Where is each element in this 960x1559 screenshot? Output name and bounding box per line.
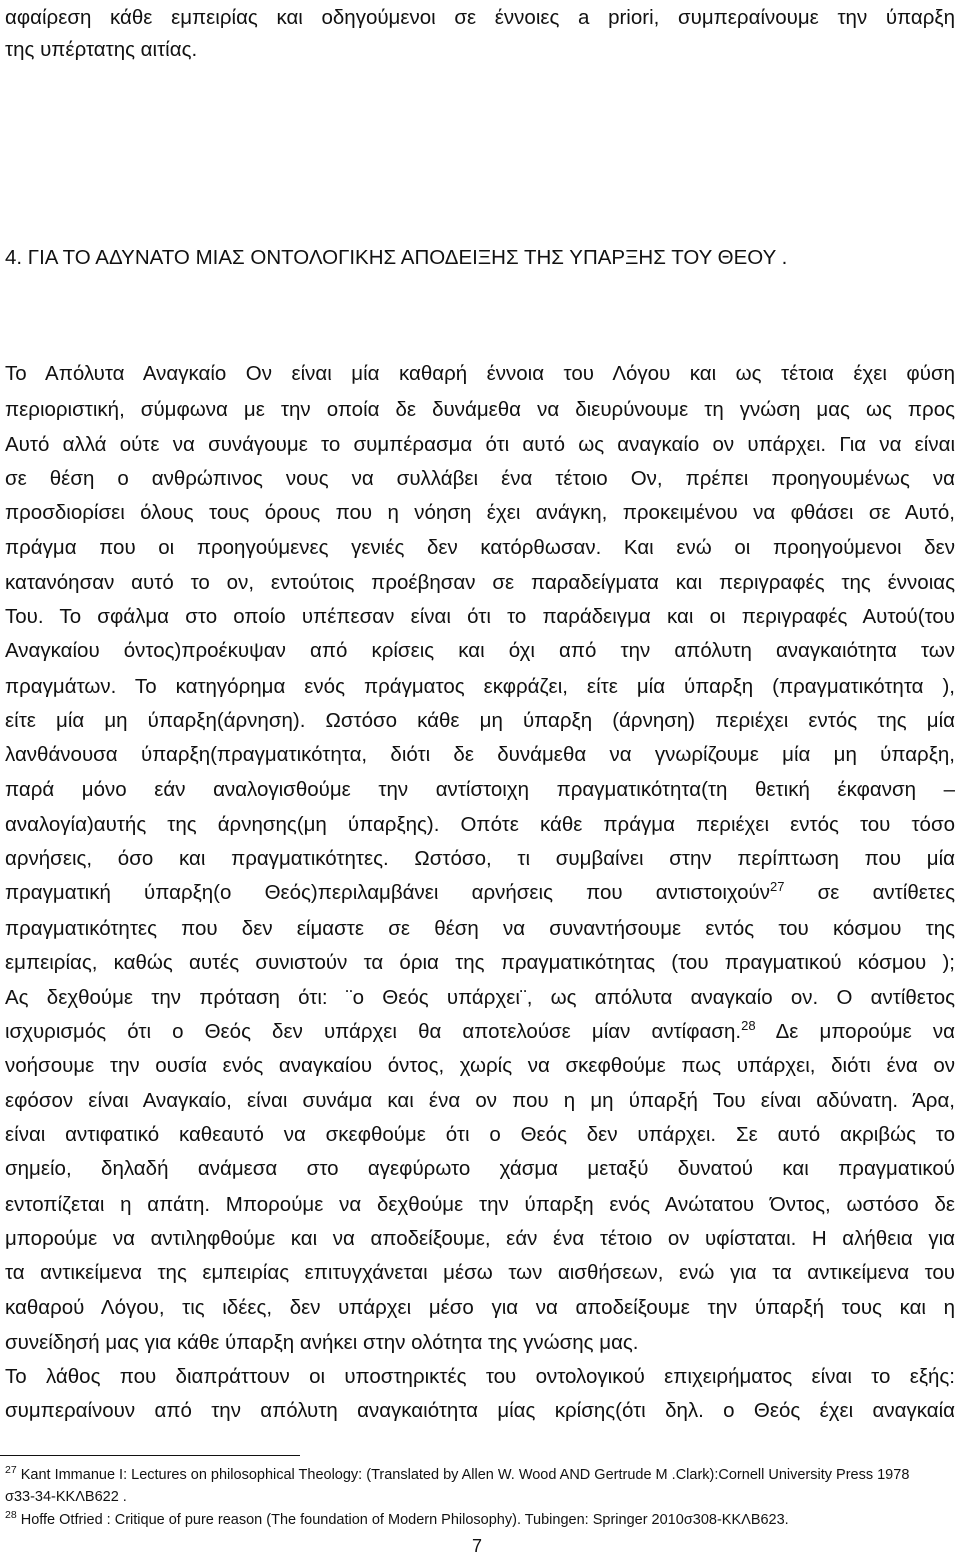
body-line: Το Απόλυτα Αναγκαίο Ον είναι μία καθαρή έννοια του Λόγου και ως τέτοια έχει φύση: [5, 362, 955, 385]
body-line: εφόσον είναι Αναγκαίο, είναι συνάμα και ένα ον που η μη ύπαρξή Του είναι αδύνατη. Άρα,: [5, 1089, 955, 1112]
body-text: ισχυρισμός ότι ο Θεός δεν υπάρχει θα αποτελούσε μίαν αντίφαση.: [5, 1020, 742, 1043]
body-text: πραγματική ύπαρξη(ο Θεός)περιλαμβάνει αρνήσεις που αντιστοιχούν: [5, 881, 771, 904]
body-line: αναλογία)αυτής της άρνησης(μη ύπαρξης). Οπότε κάθε πράγμα περιέχει εντός του τόσο: [5, 813, 955, 836]
body-line: νοήσουμε την ουσία ενός αναγκαίου όντος, χωρίς να σκεφθούμε πως υπάρχει, διότι ένα ον: [5, 1054, 955, 1077]
footnote-27-continued: σ33-34-ΚΚΛΒ622 .: [5, 1489, 127, 1505]
footnote-28: [5, 1511, 789, 1529]
body-line: Αυτό αλλά ούτε να συνάγουμε το συμπέρασμα ότι αυτό ως αναγκαίο ον υπάρχει. Για να είναι: [5, 433, 955, 456]
body-line: πραγματικότητες που δεν είμαστε σε θέση να συναντήσουμε εντός του κόσμου της: [5, 917, 955, 940]
body-line: είτε μία μη ύπαρξη(άρνηση). Ωστόσο κάθε μη ύπαρξη (άρνηση) περιέχει εντός της μία: [5, 709, 955, 732]
body-line: συνείδησή μας για κάθε ύπαρξη ανήκει στην ολότητα της γνώσης μας.: [5, 1331, 639, 1354]
body-line: σημείο, δηλαδή ανάμεσα στο αγεφύρωτο χάσμα μεταξύ δυνατού και πραγματικού: [5, 1157, 955, 1180]
body-line: πραγμάτων. Το κατηγόρημα ενός πράγματος εκφράζει, είτε μία ύπαρξη (πραγματικότητα ),: [5, 675, 955, 698]
body-line: Ας δεχθούμε την πρόταση ότι: ¨ο Θεός υπάρχει¨, ως απόλυτα αναγκαίο ον. Ο αντίθετος: [5, 986, 955, 1009]
body-line: είναι αντιφατικό καθεαυτό να σκεφθούμε ότι ο Θεός δεν υπάρχει. Σε αυτό ακριβώς το: [5, 1123, 955, 1146]
body-line: Του. Το σφάλμα στο οποίο υπέπεσαν είναι ότι το παράδειγμα και οι περιγραφές Αυτού(του: [5, 605, 955, 628]
footnote-divider: [0, 1455, 300, 1456]
body-line: Αναγκαίου όντος)προέκυψαν από κρίσεις και όχι από την απόλυτη αναγκαιότητα των: [5, 639, 955, 662]
footnote-ref-27: 27: [770, 879, 785, 895]
footnote-27: [5, 1466, 909, 1484]
body-line: προσδιορίσει όλους τους όρους που η νόηση έχει ανάγκη, προκειμένου να φθάσει σε Αυτό,: [5, 501, 955, 524]
body-line: τα αντικείμενα της εμπειρίας επιτυγχάνεται μέσω των αισθήσεων, ενώ για τα αντικείμενα του: [5, 1261, 955, 1284]
footnote-number: 28: [5, 1509, 17, 1522]
body-line: συμπεραίνουν από την απόλυτη αναγκαιότητα μίας κρίσης(ότι δηλ. ο Θεός έχει αναγκαία: [5, 1399, 955, 1422]
body-text: σε αντίθετες: [817, 881, 955, 904]
intro-line-2: της υπέρτατης αιτίας.: [5, 38, 198, 61]
footnote-number: 27: [5, 1464, 17, 1477]
body-line: λανθάνουσα ύπαρξη(πραγματικότητα, διότι δε δυνάμεθα να γνωρίζουμε μία μη ύπαρξη,: [5, 743, 955, 766]
footnote-text: Hoffe Otfried : Critique of pure reason (The foundation of Modern Philosophy). Tubingen: Springer 2010σ308-ΚΚΛΒ623.: [16, 1512, 789, 1528]
page-number: 7: [472, 1536, 483, 1556]
body-line-with-ref-28: [5, 1019, 955, 1045]
body-line: καθαρού Λόγου, τις ιδέες, δεν υπάρχει μέσο για να αποδείξουμε την ύπαρξή τους και η: [5, 1296, 955, 1319]
body-text: Δε μπορούμε να: [755, 1020, 955, 1043]
body-line: εντοπίζεται η απάτη. Μπορούμε να δεχθούμε την ύπαρξη ενός Ανώτατου Όντος, ωστόσο δε: [5, 1193, 955, 1216]
body-line: εμπειρίας, καθώς αυτές συνιστούν τα όρια της πραγματικότητας (του πραγματικού κόσμου );: [5, 951, 955, 974]
footnote-text: Kant Immanue I: Lectures on philosophical Theology: (Translated by Allen W. Wood AND Gertrude M .Clark):Cornell University Press 1978: [16, 1467, 910, 1483]
section-heading: 4. ΓΙΑ ΤΟ ΑΔΥΝΑΤΟ ΜΙΑΣ ΟΝΤΟΛΟΓΙΚΗΣ ΑΠΟΔΕΙΞΗΣ ΤΗΣ ΥΠΑΡΞΗΣ ΤΟΥ ΘΕΟΥ .: [5, 246, 788, 269]
body-line: περιοριστική, σύμφωνα με την οποία δε δυνάμεθα να διευρύνουμε τη γνώση μας ως προς: [5, 398, 955, 421]
body-line-with-ref-27: [5, 880, 955, 906]
body-line: πράγμα που οι προηγούμενες γενιές δεν κατόρθωσαν. Και ενώ οι προηγούμενοι δεν: [5, 536, 955, 559]
body-line: παρά μόνο εάν αναλογισθούμε την αντίστοιχη πραγματικότητα(τη θετική έκφανση –: [5, 778, 955, 801]
body-line: κατανόησαν αυτό το ον, εντούτοις προέβησαν σε παραδείγματα και περιγραφές της έννοιας: [5, 571, 955, 594]
intro-line-1: αφαίρεση κάθε εμπειρίας και οδηγούμενοι σε έννοιες a priori, συμπεραίνουμε την ύπαρξη: [5, 6, 955, 29]
body-line: Το λάθος που διαπράττουν οι υποστηρικτές του οντολογικού επιχειρήματος είναι το εξής:: [5, 1365, 955, 1388]
footnote-ref-28: 28: [741, 1018, 756, 1034]
body-line: αρνήσεις, όσο και πραγματικότητες. Ωστόσο, τι συμβαίνει στην περίπτωση που μία: [5, 847, 955, 870]
body-line: σε θέση ο ανθρώπινος νους να συλλάβει ένα τέτοιο Ον, πρέπει προηγουμένως να: [5, 467, 955, 490]
body-line: μπορούμε να αντιληφθούμε και να αποδείξουμε, εάν ένα τέτοιο ον υφίσταται. Η αλήθεια για: [5, 1227, 955, 1250]
